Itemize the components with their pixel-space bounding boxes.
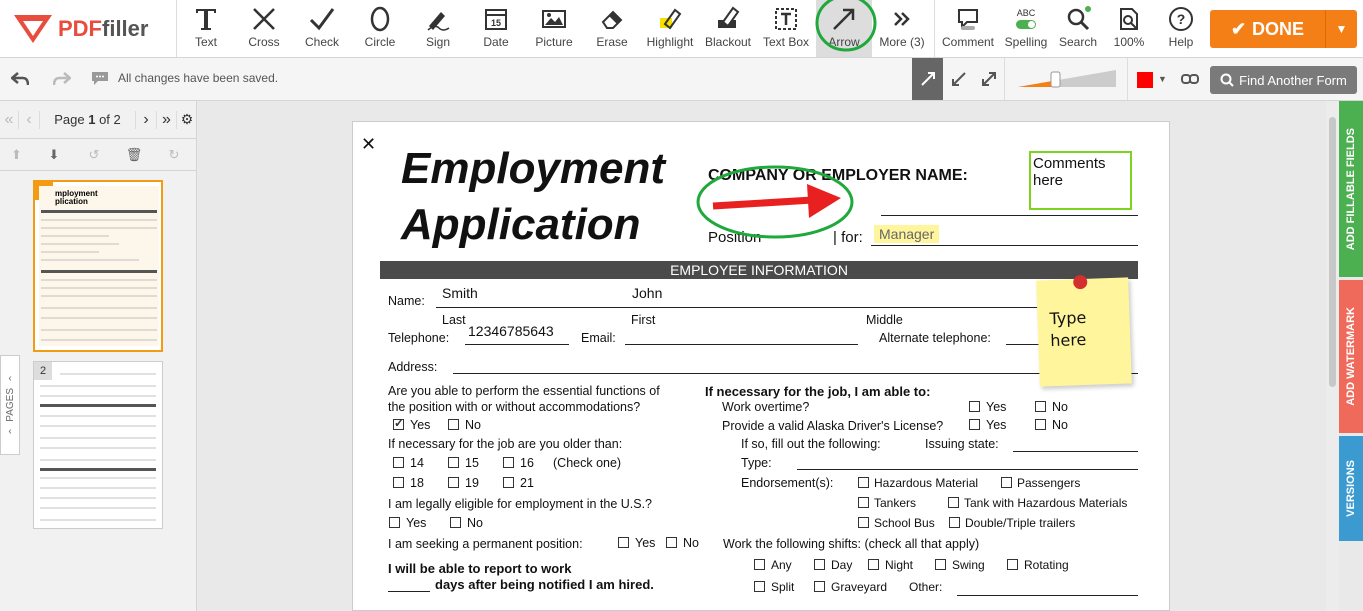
arrow-tool-highlight-circle	[815, 0, 877, 52]
prev-page-icon[interactable]: ‹	[18, 111, 40, 129]
zoom-icon	[1116, 6, 1142, 32]
checkbox-shift-graveyard[interactable]	[814, 581, 825, 592]
checkbox-license-yes[interactable]	[969, 419, 980, 430]
highlight-icon	[657, 6, 683, 32]
move-up-icon[interactable]: ⬆	[11, 146, 22, 162]
color-swatch[interactable]	[1137, 72, 1153, 88]
page-actions	[0, 139, 197, 171]
tool-erase[interactable]: Erase	[588, 0, 636, 57]
rotate-icon[interactable]: ↺	[88, 146, 100, 162]
secondary-toolbar	[0, 58, 1363, 101]
doc-title-line1: Employment	[401, 144, 666, 193]
tool-textbox[interactable]: Text Box	[760, 0, 812, 57]
doc-title-line2: Application	[401, 200, 641, 249]
cross-icon	[251, 6, 277, 32]
tool-arrow[interactable]: Arrow	[816, 0, 872, 57]
redo-icon[interactable]	[46, 58, 77, 100]
position-value-field[interactable]: Manager	[874, 225, 939, 243]
svg-text:plication: plication	[55, 197, 88, 206]
color-dropdown-chevron-icon[interactable]: ▼	[1158, 74, 1167, 84]
last-page-icon[interactable]: »	[157, 111, 177, 129]
page-indicator[interactable]: Page 1 of 2	[54, 112, 121, 127]
last-name-field[interactable]: Smith	[442, 285, 478, 301]
check-icon	[309, 6, 335, 32]
sign-icon	[425, 6, 451, 32]
checkbox-overtime-yes[interactable]	[969, 401, 980, 412]
double-chevron-icon	[889, 6, 915, 32]
pages-panel-toggle[interactable]: ‹ PAGES ‹	[0, 355, 20, 455]
sticky-note[interactable]: Type here	[1036, 277, 1132, 386]
save-status: All changes have been saved.	[90, 70, 278, 86]
telephone-field[interactable]: 12346785643	[468, 323, 554, 339]
checkbox-age-14[interactable]	[393, 457, 404, 468]
checkbox-age-21[interactable]	[503, 477, 514, 488]
section-header: EMPLOYEE INFORMATION	[380, 261, 1138, 279]
chevron-left-icon: ‹	[8, 425, 12, 437]
arrow-annotation[interactable]	[695, 164, 857, 242]
first-name-field[interactable]: John	[632, 285, 663, 301]
checkbox-shift-day[interactable]	[814, 559, 825, 570]
page-thumbnail-2[interactable]: 2	[33, 361, 163, 529]
pin-icon	[1073, 275, 1087, 289]
calendar-icon	[483, 6, 509, 32]
chat-bubble-icon	[90, 70, 110, 86]
checkbox-shift-rotating[interactable]	[1007, 559, 1018, 570]
spelling-toggle-icon	[1013, 6, 1039, 32]
tool-zoom[interactable]: 100%	[1108, 0, 1150, 57]
arrow-style-double-icon[interactable]	[973, 58, 1004, 100]
checkbox-age-19[interactable]	[448, 477, 459, 488]
move-down-icon[interactable]: ⬇	[48, 146, 60, 162]
line-width-slider[interactable]	[1018, 70, 1116, 88]
checkbox-passengers[interactable]	[1001, 477, 1012, 488]
logo-icon	[14, 13, 52, 45]
page-sidebar	[0, 101, 197, 611]
tool-highlight[interactable]: Highlight	[644, 0, 696, 57]
comment-textbox[interactable]: Comments here	[1029, 151, 1132, 210]
checkbox-shift-split[interactable]	[754, 581, 765, 592]
tool-cross[interactable]: Cross	[240, 0, 288, 57]
done-button[interactable]: ✔ DONE ▼	[1210, 10, 1357, 48]
check-icon: ✔	[1230, 18, 1247, 39]
tool-more[interactable]: More (3)	[878, 0, 926, 57]
tool-search[interactable]: Search	[1056, 0, 1100, 57]
checkbox-eligible-yes[interactable]	[389, 517, 400, 528]
tool-text[interactable]: Text	[184, 0, 228, 57]
circle-icon	[367, 6, 393, 32]
done-dropdown-chevron-icon[interactable]: ▼	[1325, 10, 1357, 48]
versions-tab[interactable]: VERSIONS	[1339, 436, 1363, 541]
checkbox-school-bus[interactable]	[858, 517, 869, 528]
checkbox-age-15[interactable]	[448, 457, 459, 468]
page-thumbnail-1[interactable]	[33, 180, 163, 352]
checkbox-permanent-no[interactable]	[666, 537, 677, 548]
top-toolbar	[0, 0, 1363, 58]
checkbox-eligible-no[interactable]	[450, 517, 461, 528]
text-icon	[193, 6, 219, 32]
svg-text:?: ?	[1176, 11, 1186, 27]
checkbox-hazmat[interactable]	[858, 477, 869, 488]
textbox-icon	[773, 6, 799, 32]
checkbox-permanent-yes[interactable]	[618, 537, 629, 548]
add-fillable-fields-tab[interactable]: ADD FILLABLE FIELDS	[1339, 101, 1363, 277]
checkbox-overtime-no[interactable]	[1035, 401, 1046, 412]
checkbox-double-triple[interactable]	[949, 517, 960, 528]
company-label: COMPANY OR EMPLOYER NAME:	[708, 167, 968, 184]
svg-text:15: 15	[490, 18, 502, 28]
tool-help[interactable]: ? Help	[1160, 0, 1202, 57]
toolbar-divider	[176, 0, 177, 57]
trash-icon[interactable]: 🗑	[125, 146, 143, 162]
refresh-icon[interactable]: ↻	[168, 146, 180, 162]
checkbox-tank-hazmat[interactable]	[948, 497, 959, 508]
toolbar-divider	[934, 0, 935, 57]
first-page-icon[interactable]: «	[4, 110, 14, 128]
arrow-style-single-icon[interactable]	[912, 58, 943, 100]
svg-text:mployment: mployment	[55, 189, 98, 198]
checkbox-license-no[interactable]	[1035, 419, 1046, 430]
checkbox-age-18[interactable]	[393, 477, 404, 488]
picture-icon	[541, 6, 567, 32]
tool-date[interactable]: 15 Date	[472, 0, 520, 57]
arrow-style-reverse-icon[interactable]	[943, 58, 974, 100]
comment-icon	[955, 6, 981, 32]
add-watermark-tab[interactable]: ADD WATERMARK	[1339, 280, 1363, 433]
close-icon[interactable]: ✕	[361, 134, 377, 154]
position-label: Position	[708, 229, 762, 246]
tool-spelling[interactable]: ABC Spelling	[1004, 8, 1048, 49]
checkbox-shift-night[interactable]	[868, 559, 879, 570]
scrollbar-thumb[interactable]	[1329, 117, 1336, 387]
checkbox-age-16[interactable]	[503, 457, 514, 468]
checkbox-essential-yes[interactable]	[393, 419, 404, 430]
tool-comment[interactable]: Comment	[940, 0, 996, 57]
page-navigation	[0, 101, 197, 139]
eraser-icon	[599, 6, 625, 32]
checkbox-tankers[interactable]	[858, 497, 869, 508]
for-label: | for:	[833, 229, 863, 246]
checkbox-shift-any[interactable]	[754, 559, 765, 570]
link-icon[interactable]	[1174, 58, 1205, 100]
tool-blackout[interactable]: Blackout	[702, 0, 754, 57]
search-icon	[1065, 6, 1091, 32]
search-icon	[1220, 73, 1234, 87]
checkbox-shift-swing[interactable]	[935, 559, 946, 570]
document-page[interactable]: ✕ Employment Application COMPANY OR EMPLOYER NAME: Comments here Position | for: Manager EMPLOYEE INFORMATION Name: Smith John Last First Middle Telephone: 12346785643 Email: Alternate telephone: Address: Type here Are you able to perform the essential functions of the position with or without accommodations? ✓ Yes No If necessary for the job are you older than: 14 15 16 (Check one) 18 19 21 I am legally eligible for employment in the U.S.? Yes No I am seeking a permanent position: Yes No I will be able to report to work days after being notified I am hired. If necessary for the job, I am able to: Work overtime? Yes No Provide a valid Alaska Driver's License? Yes No If so, fill out the following: Issuing state: Type: Endorsement(s): Hazardous Material Passengers Tankers Tank with Hazardous Materials School Bus Double/Triple trailers Work the following shifts: (check all that apply) Any Day Night Swing Rotating Split Graveyard Other:	[352, 121, 1170, 611]
tool-circle[interactable]: Circle	[356, 0, 404, 57]
undo-icon[interactable]	[4, 58, 35, 100]
chevron-left-icon: ‹	[8, 373, 12, 385]
pdffiller-logo[interactable]: PDFfiller	[14, 12, 148, 46]
next-page-icon[interactable]: ›	[135, 111, 157, 129]
vertical-scrollbar[interactable]	[1326, 101, 1339, 611]
blackout-icon	[715, 6, 741, 32]
find-another-form-button[interactable]: Find Another Form	[1210, 66, 1357, 94]
tool-picture[interactable]: Picture	[528, 0, 580, 57]
gear-icon[interactable]: ⚙	[180, 111, 194, 127]
help-icon	[1168, 6, 1194, 32]
tool-sign[interactable]: Sign	[414, 0, 462, 57]
checkbox-essential-no[interactable]	[448, 419, 459, 430]
svg-text:ABC: ABC	[1016, 8, 1036, 18]
tool-check[interactable]: Check	[298, 0, 346, 57]
